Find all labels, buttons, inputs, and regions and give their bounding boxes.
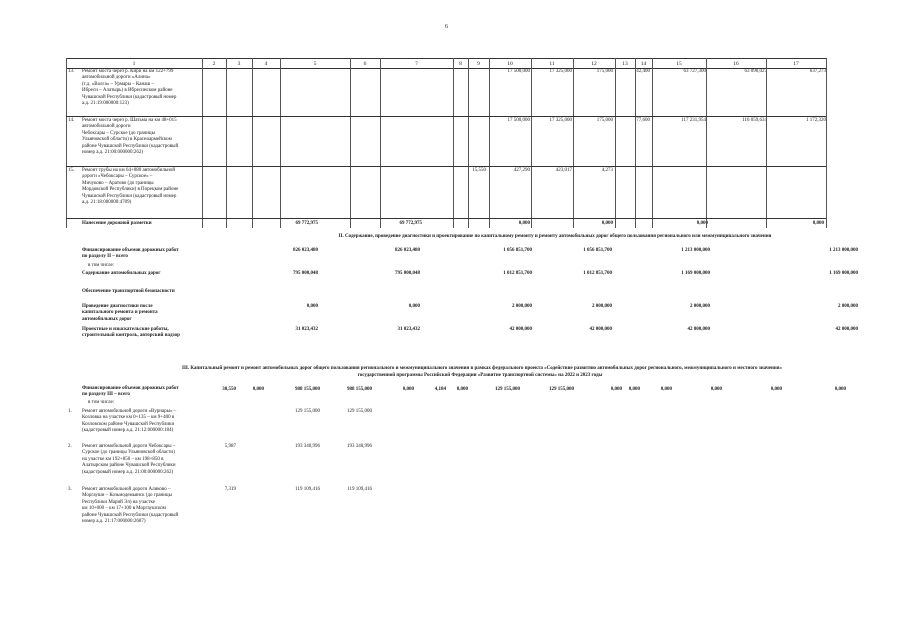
cell-c11: 423,017 xyxy=(555,168,572,173)
cell-c17: 42 000,000 xyxy=(835,327,858,332)
row-number: 3. xyxy=(68,487,72,492)
row-number: 2. xyxy=(68,444,72,449)
cell-c14: 42,400 xyxy=(636,69,650,74)
column-rule xyxy=(252,68,253,228)
row-number: 1. xyxy=(68,409,72,414)
page-number: 6 xyxy=(445,24,448,30)
row-description: Ремонт моста через р. Кири на км 122+799 автомобильной дороги «Алина» (т.д. «Волга» – Урмары – Канаш – Ибреси – Алатырь) в Ибресинском районе Чувашской Республики (кадастровый номер а.д. 21:19:000000:123) xyxy=(82,69,177,107)
cell-c15: 2 000,000 xyxy=(690,304,710,309)
cell-c13: 0,000 xyxy=(628,387,640,392)
cell-c15: 0,000 xyxy=(696,221,708,226)
cell-c11: 17 325,000 xyxy=(549,69,572,74)
cell-c17: 637,273 xyxy=(809,69,826,74)
header-col-17: 17 xyxy=(793,61,799,67)
section-title: III. Капитальный ремонт и ремонт автомобильных дорог общего пользования регионального и межмуниципального значения в рамках федерального проекта «Содействие развитию автомобильных дорог регионального, межмуниципального и местного значения» xyxy=(182,366,782,371)
header-col-7: 7 xyxy=(415,61,418,67)
cell-c16: 116 059,634 xyxy=(742,118,767,123)
header-col-8: 8 xyxy=(459,61,462,67)
cell-c12: 0,000 xyxy=(610,387,622,392)
row-description: Ремонт автомобильной дороги Аликово – Моргауши – Козьмодемьянск (до границы Республики Марий Эл) на участке км 10+000 – км 17+100 в Моргаушском районе Чувашской Республики (кадастровый номер а.д. 21:17:000000:2687) xyxy=(82,487,179,525)
cell-c7: 31 023,432 xyxy=(397,327,420,332)
cell-c10: 1 056 851,700 xyxy=(503,248,532,253)
column-rule xyxy=(66,68,67,228)
header-col-15: 15 xyxy=(676,61,682,67)
header-col-13: 13 xyxy=(622,61,628,67)
row-description: Финансирование объемов дорожных работ по разделу III – всего xyxy=(82,386,179,398)
row-description: Нанесение дорожной разметки xyxy=(82,221,152,226)
column-rule xyxy=(280,68,281,228)
header-col-16: 16 xyxy=(733,61,739,67)
cell-c17: 1 213 000,000 xyxy=(829,248,858,253)
column-rule xyxy=(350,68,351,228)
column-rule xyxy=(531,68,532,228)
cell-c6: 193 340,996 xyxy=(347,444,372,449)
cell-c11: 129 155,000 xyxy=(549,387,574,392)
row-description: Ремонт трубы на км 64+080 автомобильной дороги «Чебоксары – Сурское» – Мичуково – Аратово (до границы Мордовской Республики) в Порецком районе Чувашской Республики (кадастровый номер а.д. 21:18:000000:4709) xyxy=(82,168,179,206)
cell-c5: 988 155,000 xyxy=(295,387,320,392)
cell-c9: 0,000 xyxy=(456,387,468,392)
cell-c10: 1 012 851,700 xyxy=(503,271,532,276)
row-description: Проектные и изыскательские работы, строительный контроль, авторский надзор xyxy=(82,327,180,339)
row-description: Содержание автомобильных дорог xyxy=(82,271,161,276)
cell-c4: 0,000 xyxy=(252,387,264,392)
column-rule xyxy=(826,58,827,68)
cell-c15: 117 231,954 xyxy=(681,118,706,123)
column-rule xyxy=(468,68,469,228)
cell-c10: 0,000 xyxy=(518,221,530,226)
column-rule xyxy=(202,68,203,228)
cell-c17: 2 000,000 xyxy=(838,304,858,309)
row-description: Ремонт автомобильной дороги «Вурнары» – Козловка на участке км 0+135 – км 9+400 в Козловском районе Чувашской Республики (кадастровый номер а.д. 21:12:000000:184) xyxy=(82,409,177,434)
cell-c14: 0,000 xyxy=(660,387,672,392)
section-subtitle: государственной программы Российской Федерации «Развитие транспортной системы» на 2022 и 2023 годы xyxy=(357,373,603,378)
table-rule xyxy=(66,116,826,117)
cell-c17: 0,000 xyxy=(812,221,824,226)
cell-c9: 15,550 xyxy=(472,168,486,173)
cell-c10: 129 155,000 xyxy=(495,387,520,392)
header-col-11: 11 xyxy=(549,61,555,67)
cell-c11: 17 325,000 xyxy=(549,118,572,123)
cell-c12: 0,000 xyxy=(601,221,613,226)
cell-c7: 0,000 xyxy=(408,304,420,309)
cell-c3: 30,550 xyxy=(222,387,236,392)
cell-c7: 69 772,975 xyxy=(399,221,422,226)
row-number: 13. xyxy=(68,69,75,74)
column-rule xyxy=(453,68,454,228)
cell-c15: 0,000 xyxy=(710,387,722,392)
cell-c12: 1 012 851,700 xyxy=(583,271,612,276)
cell-c12: 4,273 xyxy=(601,168,613,173)
cell-c5: 795 000,048 xyxy=(293,271,318,276)
cell-c17: 1 172,320 xyxy=(806,118,826,123)
cell-c6: 129 155,000 xyxy=(347,409,372,414)
row-description: Проведение диагностики после капитального ремонта и ремонта автомобильных дорог xyxy=(82,304,158,322)
cell-c15: 1 213 000,000 xyxy=(681,248,710,253)
cell-c6: 119 109,416 xyxy=(347,487,372,492)
cell-c12: 175,000 xyxy=(596,69,613,74)
cell-c7: 795 000,048 xyxy=(395,271,420,276)
cell-c5: 31 023,432 xyxy=(295,327,318,332)
cell-c14: 77,600 xyxy=(636,118,650,123)
cell-c16: 0,000 xyxy=(770,387,782,392)
table-rule xyxy=(66,218,826,219)
header-col-12: 12 xyxy=(591,61,597,67)
cell-c10: 42 000,000 xyxy=(509,327,532,332)
cell-c7: 826 023,480 xyxy=(395,248,420,253)
cell-c17: 0,000 xyxy=(834,387,846,392)
column-rule xyxy=(635,68,636,228)
cell-c10: 427,290 xyxy=(513,168,530,173)
column-rule xyxy=(706,68,707,228)
row-description: Ремонт автомобильной дороги Чебоксары – Сурское (до границы Ульяновской области) на участке км 192+850 – км 198+850 в Алатырском районе Чувашской Республики (кадастровый номер а.д. 21:00:000000:262) xyxy=(82,444,176,475)
cell-c10: 17 500,000 xyxy=(507,118,530,123)
column-rule xyxy=(766,68,767,228)
cell-c5: 826 023,480 xyxy=(293,248,318,253)
cell-c5: 119 109,416 xyxy=(295,487,320,492)
cell-c12: 2 000,000 xyxy=(592,304,612,309)
column-rule xyxy=(489,68,490,228)
incl-label: в том числе: xyxy=(88,400,115,405)
header-col-5: 5 xyxy=(313,61,317,67)
header-col-14: 14 xyxy=(640,61,647,67)
column-rule xyxy=(615,68,616,228)
cell-c5: 0,000 xyxy=(306,304,318,309)
cell-c5: 69 772,975 xyxy=(295,221,318,226)
column-rule xyxy=(826,68,827,228)
row-number: 14. xyxy=(68,118,75,123)
cell-c15: 42 000,000 xyxy=(687,327,710,332)
section-title: II. Содержание, проведение диагностики и проектирование по капитальному ремонту и ремонту автомобильных дорог общего пользования регионального или межмуниципального значения xyxy=(338,234,772,239)
column-rule xyxy=(652,68,653,228)
cell-c16: 63 090,027 xyxy=(744,69,767,74)
row-number: 15. xyxy=(68,168,75,173)
cell-c3: 5,987 xyxy=(224,444,236,449)
header-col-2: 2 xyxy=(212,61,216,67)
cell-c5: 193 340,996 xyxy=(295,444,320,449)
header-col-10: 10 xyxy=(507,61,513,67)
column-rule xyxy=(226,68,227,228)
cell-c12: 175,000 xyxy=(596,118,613,123)
row-description: Финансирование объемов дорожных работ по разделу II – всего xyxy=(82,248,179,260)
cell-c12: 1 056 851,700 xyxy=(583,248,612,253)
table-rule xyxy=(66,166,826,167)
cell-c6: 988 155,000 xyxy=(347,387,372,392)
cell-c12: 42 000,000 xyxy=(589,327,612,332)
header-col-3: 3 xyxy=(237,61,241,67)
incl-label: в том числе: xyxy=(88,263,115,268)
column-rule xyxy=(380,68,381,228)
row-description: Ремонт моста через р. Шатьма на км 48+015 автомобильной дороги Чебоксары – Сурское (до границы Ульяновской области) в Красноармейском районе Чувашской Республики (кадастровый номер а.д. 21:00:000000:262) xyxy=(82,118,179,156)
column-rule xyxy=(573,68,574,228)
header-col-1: 1 xyxy=(132,61,136,67)
cell-c3: 7,319 xyxy=(224,487,236,492)
row-description: Обеспечение транспортной безопасности xyxy=(82,289,175,294)
header-col-4: 4 xyxy=(264,61,268,67)
header-col-6: 6 xyxy=(363,61,367,67)
header-col-9: 9 xyxy=(477,61,480,67)
cell-c15: 1 169 000,000 xyxy=(681,271,710,276)
cell-c8: 4,184 xyxy=(434,387,446,392)
cell-c10: 2 000,000 xyxy=(512,304,532,309)
cell-c5: 129 155,000 xyxy=(295,409,320,414)
cell-c10: 17 500,000 xyxy=(507,69,530,74)
cell-c7: 0,000 xyxy=(402,387,414,392)
cell-c15: 63 727,300 xyxy=(683,69,706,74)
table-rule xyxy=(66,58,826,59)
cell-c17: 1 169 000,000 xyxy=(829,271,858,276)
